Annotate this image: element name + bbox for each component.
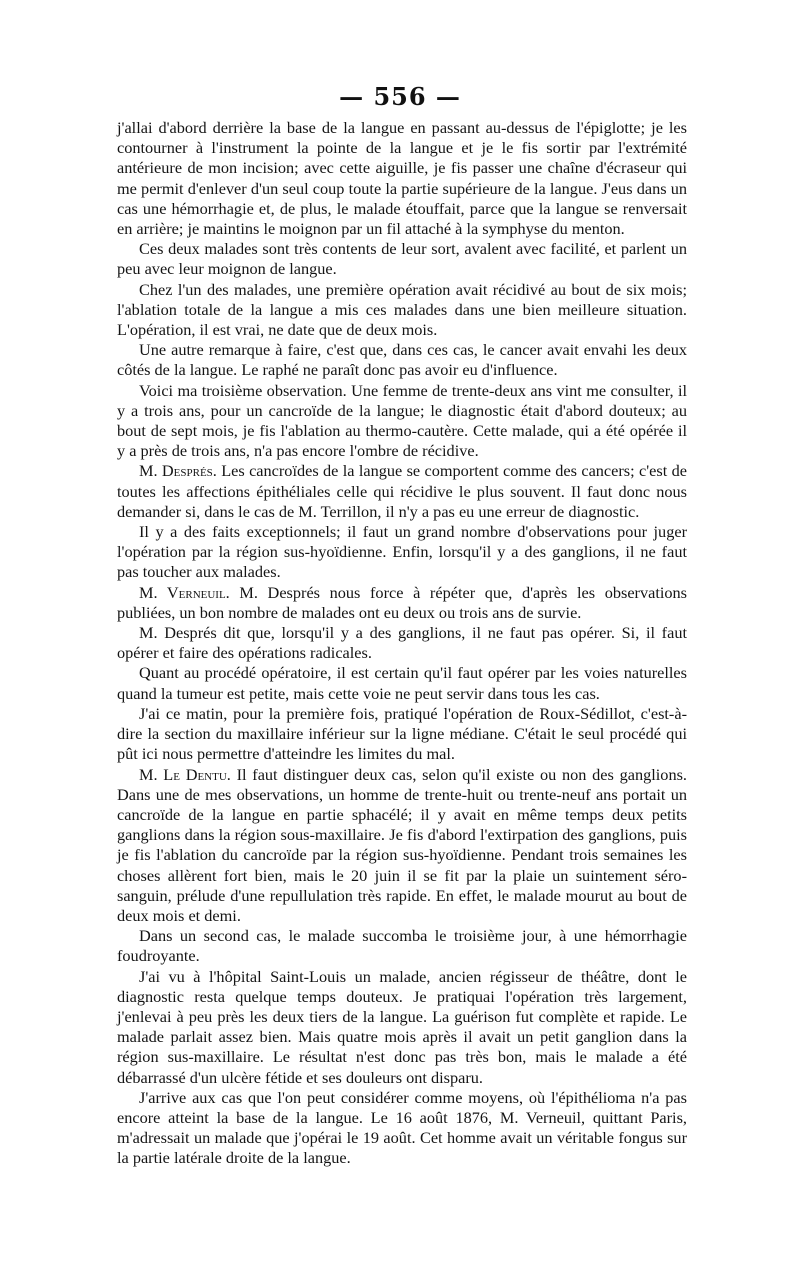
- paragraph: [117, 522, 687, 583]
- paragraph: [117, 765, 687, 927]
- paragraph-text: Quant au procédé opératoire, il est certain qu'il faut opérer par les voies naturelles quand la tumeur est petite, mais cette voie ne peut servir dans tous les cas.: [117, 663, 687, 703]
- speaker-name: M. Le Dentu.: [139, 764, 231, 784]
- paragraph-text: Chez l'un des malades, une première opération avait récidivé au bout de six mois; l'ablation totale de la langue a mis ces malades dans une bien meilleure situation. L'opération, il est vrai, ne date que de deux mois.: [117, 279, 687, 340]
- paragraph: [117, 340, 687, 380]
- page-number: — 556 —: [339, 82, 461, 111]
- paragraph: [117, 967, 687, 1088]
- paragraph-text: Une autre remarque à faire, c'est que, dans ces cas, le cancer avait envahi les deux côtés de la langue. Le raphé ne paraît donc pas avoir eu d'influence.: [117, 340, 687, 380]
- speaker-name: M. Després.: [139, 461, 217, 481]
- paragraph-text: Voici ma troisième observation. Une femme de trente-deux ans vint me consulter, il y a trois ans, pour un cancroïde de la langue; le diagnostic était d'abord douteux; au bout de sept mois, je fis l'ablation au thermo-cautère. Cette malade, qui a été opérée il y a près de trois ans, n'a pas encore l'ombre de récidive.: [117, 380, 687, 461]
- paragraph-text: j'allai d'abord derrière la base de la langue en passant au-dessus de l'épiglotte; je les contourner à l'instrument la pointe de la langue et je le fis sortir par l'extrémité antérieure de mon incision; avec cette aiguille, je fis passer une chaîne d'écraseur qui me permit d'enlever d'un seul coup toute la partie supérieure de la langue. J'eus dans un cas une hémorrhagie et, de plus, le malade étouffait, parce que la langue se renversait en arrière; je maintins le moignon par un fil attaché à la symphyse du menton.: [117, 118, 687, 239]
- paragraph-text: M. Després dit que, lorsqu'il y a des ganglions, il ne faut pas opérer. Si, il faut opérer et faire des opérations radicales.: [117, 623, 687, 663]
- paragraph-text: J'ai vu à l'hôpital Saint-Louis un malade, ancien régisseur de théâtre, dont le diagnostic resta quelque temps douteux. Je pratiquai l'opération très largement, j'enlevai à peu près les deux tiers de la langue. La guérison fut complète et rapide. Le malade parlait assez bien. Mais quatre mois après il avait un petit ganglion dans la région sus-maxillaire. Le résultat n'est donc pas très bon, mais le malade a été débarrassé d'un ulcère fétide et ses douleurs ont disparu.: [117, 966, 687, 1087]
- paragraph-text: Il y a des faits exceptionnels; il faut un grand nombre d'observations pour juger l'opération par la région sus-hyoïdienne. Enfin, lorsqu'il y a des ganglions, il ne faut pas toucher aux malades.: [117, 522, 687, 582]
- paragraph-text: Il faut distinguer deux cas, selon qu'il existe ou non des ganglions. Dans une de mes observations, un homme de trente-huit ou trente-neuf ans portait un cancroïde de la langue en partie sphacélé; il y avait en même temps deux petits ganglions dans la région sous-maxillaire. Je fis d'abord l'extirpation des ganglions, puis je fis l'ablation du cancroïde par la région sus-hyoïdienne. Pendant trois semaines les choses allèrent fort bien, mais le 20 juin il se fit par la plaie un suintement séro-sanguin, prélude d'une repullulation très rapide. En effet, le malade mourut au bout de deux mois et demi.: [117, 764, 687, 925]
- paragraph: [117, 118, 687, 239]
- paragraph-text: Les cancroïdes de la langue se comportent comme des cancers; c'est de toutes les affections épithéliales celle qui récidive le plus souvent. Il faut donc nous demander si, dans le cas de M. Terrillon, il n'y a pas eu une erreur de diagnostic.: [117, 461, 687, 521]
- paragraph: [117, 704, 687, 765]
- paragraph: [117, 1088, 687, 1169]
- paragraph: [117, 381, 687, 462]
- paragraph: [117, 461, 687, 522]
- paragraph: [117, 583, 687, 623]
- paragraph-text: Dans un second cas, le malade succomba le troisième jour, à une hémorrhagie foudroyante.: [117, 926, 687, 966]
- paragraph-text: J'arrive aux cas que l'on peut considérer comme moyens, où l'épithélioma n'a pas encore atteint la base de la langue. Le 16 août 1876, M. Verneuil, quittant Paris, m'adressait un malade que j'opérai le 19 août. Cet homme avait un véritable fongus sur la partie latérale droite de la langue.: [117, 1087, 687, 1168]
- paragraph-text: Ces deux malades sont très contents de leur sort, avalent avec facilité, et parlent un peu avec leur moignon de langue.: [117, 239, 687, 279]
- paragraph-text: M. Després nous force à répéter que, d'après les observations publiées, un bon nombre de malades ont eu deux ou trois ans de survie.: [117, 582, 687, 622]
- paragraph: [117, 623, 687, 663]
- paragraph: [117, 239, 687, 279]
- paragraph-text: J'ai ce matin, pour la première fois, pratiqué l'opération de Roux-Sédillot, c'est-à-dire la section du maxillaire inférieur sur la ligne médiane. C'était le seul procédé qui pût ici nous permettre d'atteindre les limites du mal.: [117, 703, 687, 764]
- speaker-name: M. Verneuil.: [139, 582, 230, 602]
- body-text: [117, 118, 687, 1169]
- paragraph: [117, 926, 687, 966]
- paragraph: [117, 663, 687, 703]
- paragraph: [117, 280, 687, 341]
